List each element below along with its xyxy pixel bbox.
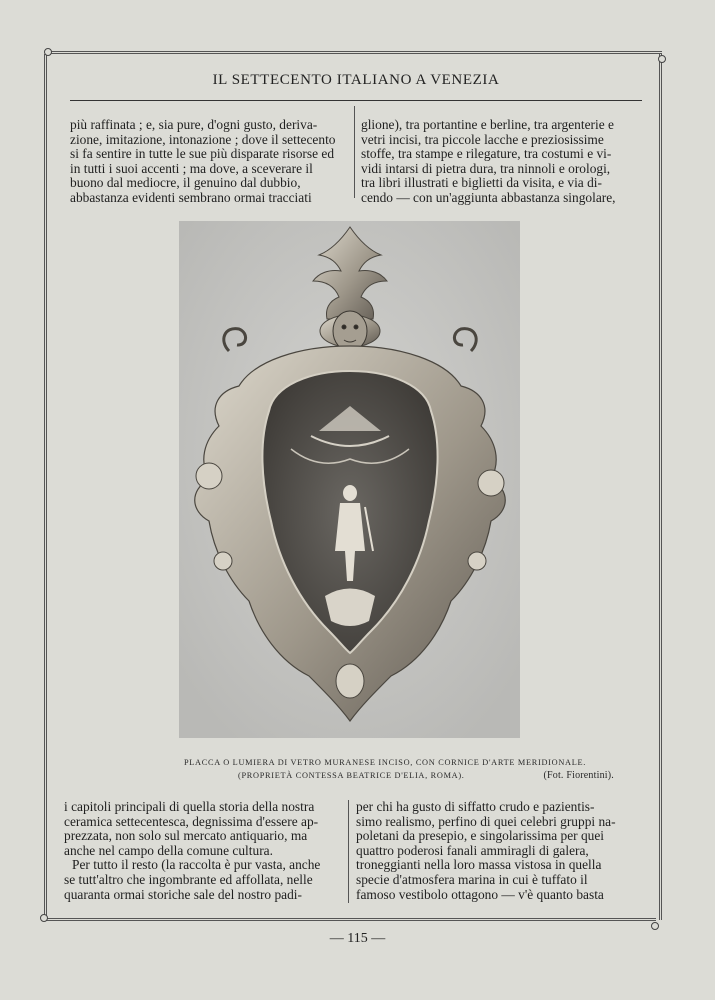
photo-credit: (Fot. Fiorentini). xyxy=(543,770,614,781)
bottom-right-column xyxy=(356,800,632,902)
header-rule xyxy=(70,100,642,101)
text-line: quattro poderosi fanali ammiragli di galera, xyxy=(356,842,589,858)
text-line: abbastanza evidenti sembrano ormai tracciati xyxy=(70,189,312,205)
text-line: troneggianti nella loro massa vistosa in quella xyxy=(356,857,602,873)
frame-right-rule xyxy=(659,54,662,920)
baroque-mirror-illustration xyxy=(179,221,520,738)
text-line: simo realismo, perfino di quei celebri gruppi na- xyxy=(356,813,616,829)
text-line: si fa sentire in tutte le sue più disparate risorse ed xyxy=(70,146,335,162)
text-line: cendo — con un'aggiunta abbastanza singolare, xyxy=(361,189,616,205)
frame-corner-ornament xyxy=(651,922,659,930)
text-line: poletani da presepio, e singolarissima per quei xyxy=(356,828,605,844)
text-line: famoso vestibolo ottagono — v'è quanto basta xyxy=(356,886,604,902)
page-number: — 115 — xyxy=(329,931,386,946)
text-line: zione, imitazione, intonazione ; dove il settecento xyxy=(70,131,336,147)
cherub-head xyxy=(333,311,367,351)
text-line: quaranta ormai storiche sale del nostro padi- xyxy=(64,886,302,902)
text-line: in tutti i suoi accenti ; ma dove, a sceverare il xyxy=(70,160,313,176)
column-divider xyxy=(354,106,355,198)
text-line: tra libri illustrati e biglietti da visita, e via di- xyxy=(361,175,602,191)
top-left-column xyxy=(70,118,346,206)
text-line: specie d'atmosfera marina in cui è tuffato il xyxy=(356,871,588,887)
text-line: prezzata, non solo sul mercato antiquario, ma xyxy=(64,828,308,844)
text-line: se tutt'altro che ingombrante ed affollata, nelle xyxy=(64,871,313,887)
frame-corner-ornament xyxy=(44,48,52,56)
caption-line-1: PLACCA O LUMIERA DI VETRO MURANESE INCISO, CON CORNICE D'ARTE MERIDIONALE. xyxy=(183,758,587,767)
text-line: per chi ha gusto di siffatto crudo e pazientis- xyxy=(356,799,595,814)
bottom-left-column xyxy=(64,800,340,902)
text-line: glione), tra portantine e berline, tra argenterie e xyxy=(361,117,614,132)
text-line: vetri incisi, tra piccole lacche e preziosissime xyxy=(361,131,604,147)
caption-line-2-row xyxy=(150,769,620,782)
text-line: Per tutto il resto (la raccolta è pur vasta, anche xyxy=(72,857,321,873)
frame-left-rule xyxy=(44,54,47,920)
text-line: ceramica settecentesca, degnissima d'essere ap- xyxy=(64,813,319,829)
frame-top-rule xyxy=(50,51,662,54)
text-line: buono dal mediocre, il genuino dal dubbio, xyxy=(70,175,301,191)
frame-bottom-rule xyxy=(44,918,656,921)
running-title: IL SETTECENTO ITALIANO A VENEZIA xyxy=(212,72,500,88)
frame-corner-ornament xyxy=(40,914,48,922)
text-line: i capitoli principali di quella storia della nostra xyxy=(64,799,315,814)
frame-corner-ornament xyxy=(658,55,666,63)
column-divider xyxy=(348,800,349,903)
photo-plate xyxy=(179,221,520,738)
text-line: vidi intarsi di pietra dura, tra ninnoli e orologi, xyxy=(361,160,611,176)
figure-caption xyxy=(150,756,620,782)
text-line: più raffinata ; e, sia pure, d'ogni gusto, deriva- xyxy=(70,117,318,132)
text-line: stoffe, tra stampe e rilegature, tra costumi e vi- xyxy=(361,146,612,162)
caption-ownership: (PROPRIETÀ CONTESSA BEATRICE D'ELIA, ROMA). xyxy=(238,771,465,780)
text-line: anche nel campo della comune cultura. xyxy=(64,842,273,858)
top-right-column xyxy=(361,118,639,206)
